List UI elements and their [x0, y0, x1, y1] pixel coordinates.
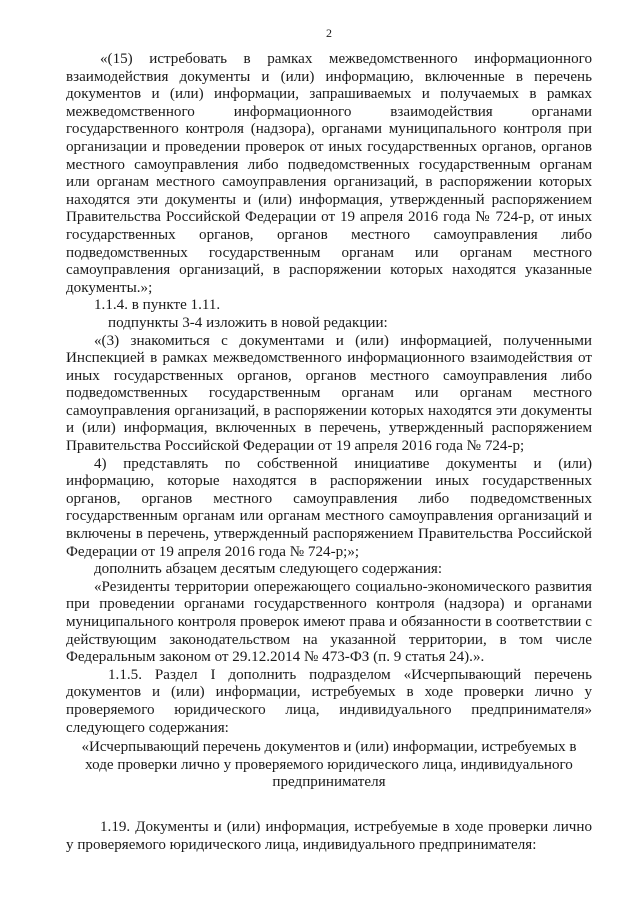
paragraph-item-3: «(3) знакомиться с документами и (или) информацией, полученными Инспекцией в рамках межведомственного информационного взаимодействия от иных государственных органов, органов местного самоуправления либо подведомственных государственным органам или органам местного самоуправления организаций, в распоряжении которых находятся эти документы и (или) информация, включенных в перечень, утвержденный распоряжением Правительства Российской Федерации от 19 апреля 2016 года № 724-р; [66, 332, 592, 455]
paragraph-item-4: 4) представлять по собственной инициативе документы и (или) информацию, которые находятся в распоряжении иных государственных органов, органов местного самоуправления либо подведомственных государственным органам или органам местного самоуправления организаций и включены в перечень, утвержденный распоряжением Правительства Российской Федерации от 19 апреля 2016 года № 724-р;»; [66, 455, 592, 560]
paragraph-1-1-5: 1.1.5. Раздел I дополнить подразделом «Исчерпывающий перечень документов и (или) информации, истребуемых в ходе проверки лично у проверяемого юридического лица, индивидуального предпринимателя» следующего содержания: [66, 666, 592, 736]
paragraph-residents: «Резиденты территории опережающего социально-экономического развития при проведении органами государственного контроля (надзора) и органами муниципального контроля проверок имеют права и обязанности в соответствии с действующим законодательством на указанной территории, в том числе Федеральным законом от 29.12.2014 № 473-ФЗ (п. 9 статья 24).». [66, 578, 592, 666]
paragraph-item-15: «(15) истребовать в рамках межведомственного информационного взаимодействия документы и (или) информацию, включенные в перечень документов и (или) информации, запрашиваемых и получаемых в рамках межведомственного информационного взаимодействия органами государственного контроля (надзора), органами муниципального контроля при организации и проведении проверок от иных государственных органов, органов местного самоуправления либо подведомственных государственным органам или органам местного самоуправления организаций, в распоряжении которых находятся эти документы и (или) информация, утвержденный распоряжением Правительства Российской Федерации от 19 апреля 2016 года № 724-р, от иных государственных органов, органов местного самоуправления либо подведомственных государственным органам или органам местного самоуправления организаций, в распоряжении которых находятся указанные документы.»; [66, 51, 592, 296]
paragraph-add-tenth: дополнить абзацем десятым следующего содержания: [94, 561, 443, 578]
subsection-heading: «Исчерпывающий перечень документов и (или) информации, истребуемых в ходе проверки лично у проверяемого юридического лица, индивидуального предпринимателя [81, 739, 577, 791]
paragraph-subitems-3-4: подпункты 3-4 изложить в новой редакции: [108, 314, 388, 331]
document-body [66, 51, 592, 854]
paragraph-1-1-4: 1.1.4. в пункте 1.11. [94, 297, 221, 314]
paragraph-1-19: 1.19. Документы и (или) информация, истребуемые в ходе проверки лично у проверяемого юридического лица, индивидуального предпринимателя: [66, 818, 592, 853]
page-number: 2 [326, 26, 332, 40]
section-gap [66, 792, 592, 819]
